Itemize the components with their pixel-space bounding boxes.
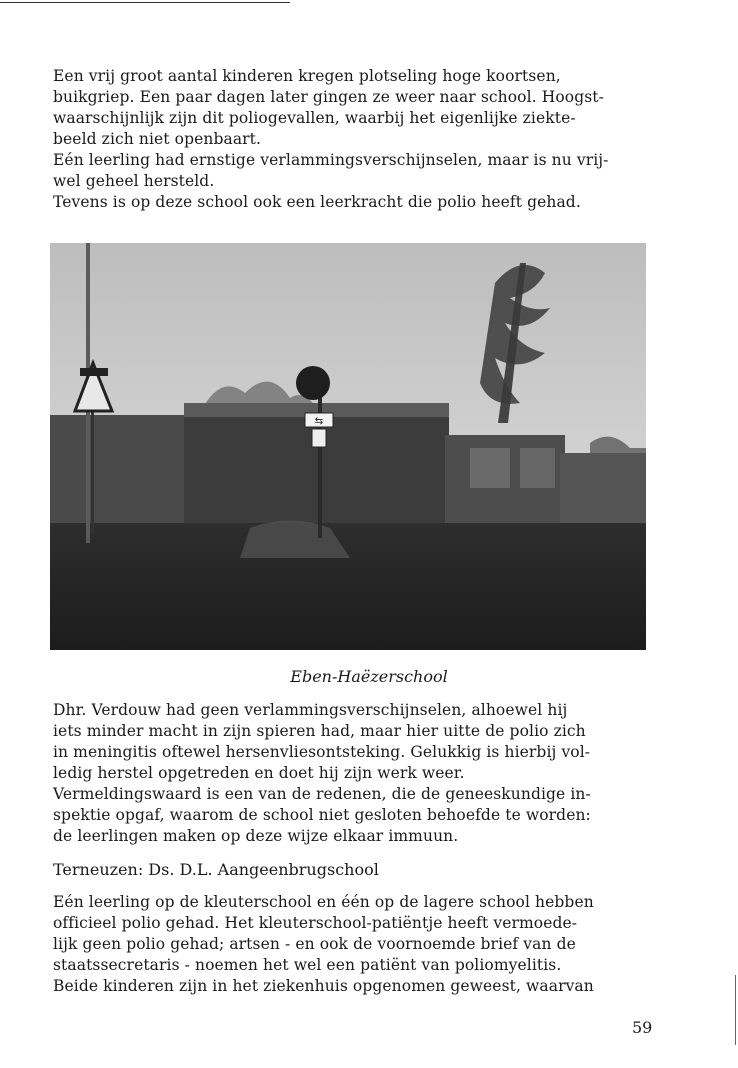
text-line: lijk geen polio gehad; artsen - en ook de voornoemde brief van de	[53, 935, 576, 953]
text-line: Tevens is op deze school ook een leerkracht die polio heeft gehad.	[53, 193, 581, 211]
paragraph-verdouw	[53, 700, 663, 847]
sign-bracket	[80, 368, 108, 376]
section-heading: Terneuzen: Ds. D.L. Aangeenbrugschool	[53, 860, 379, 879]
svg-text:⇆: ⇆	[314, 416, 324, 427]
text-line: staatssecretaris - noemen het wel een patiënt van poliomyelitis.	[53, 956, 562, 974]
paragraph-teacher	[53, 192, 663, 213]
text-line: Dhr. Verdouw had geen verlammingsverschijnselen, alhoewel hij	[53, 701, 568, 719]
building-left	[50, 415, 190, 523]
paragraph-paralysis	[53, 150, 663, 192]
small-sign	[312, 429, 326, 447]
text-line: spektie opgaf, waarom de school niet gesloten behoefde te worden:	[53, 806, 591, 824]
text-line: Eén leerling had ernstige verlammingsverschijnselen, maar is nu vrij-	[53, 151, 609, 169]
paragraph-terneuzen	[53, 892, 663, 997]
text-line: beeld zich niet openbaart.	[53, 130, 262, 148]
text-line: officieel polio gehad. Het kleuterschool-patiëntje heeft vermoede-	[53, 914, 578, 932]
text-line: Een vrij groot aantal kinderen kregen plotseling hoge koortsen,	[53, 67, 561, 85]
text-line: Vermeldingswaard is een van de redenen, die de geneeskundige in-	[53, 785, 591, 803]
paragraph-fever	[53, 66, 663, 150]
text-line: iets minder macht in zijn spieren had, maar hier uitte de polio zich	[53, 722, 586, 740]
text-line: ledig herstel opgetreden en doet hij zijn werk weer.	[53, 764, 465, 782]
text-line: Beide kinderen zijn in het ziekenhuis opgenomen geweest, waarvan	[53, 977, 594, 995]
ground	[50, 523, 646, 650]
text-line: wel geheel hersteld.	[53, 172, 215, 190]
page-edge-mark	[735, 975, 736, 1045]
window	[520, 448, 555, 488]
building-far-right	[560, 453, 646, 533]
window	[470, 448, 510, 488]
top-rule	[0, 2, 290, 3]
text-line: buikgriep. Een paar dagen later gingen ze weer naar school. Hoogst-	[53, 88, 604, 106]
round-traffic-sign	[296, 366, 330, 400]
school-photo	[50, 243, 646, 650]
text-line: Eén leerling op de kleuterschool en één op de lagere school hebben	[53, 893, 594, 911]
text-line: in meningitis oftewel hersenvliesontsteking. Gelukkig is hierbij vol-	[53, 743, 591, 761]
photo-caption: Eben-Haëzerschool	[290, 667, 448, 686]
text-line: waarschijnlijk zijn dit poliogevallen, waarbij het eigenlijke ziekte-	[53, 109, 576, 127]
page-number: 59	[632, 1018, 653, 1037]
text-line: de leerlingen maken op deze wijze elkaar immuun.	[53, 827, 459, 845]
